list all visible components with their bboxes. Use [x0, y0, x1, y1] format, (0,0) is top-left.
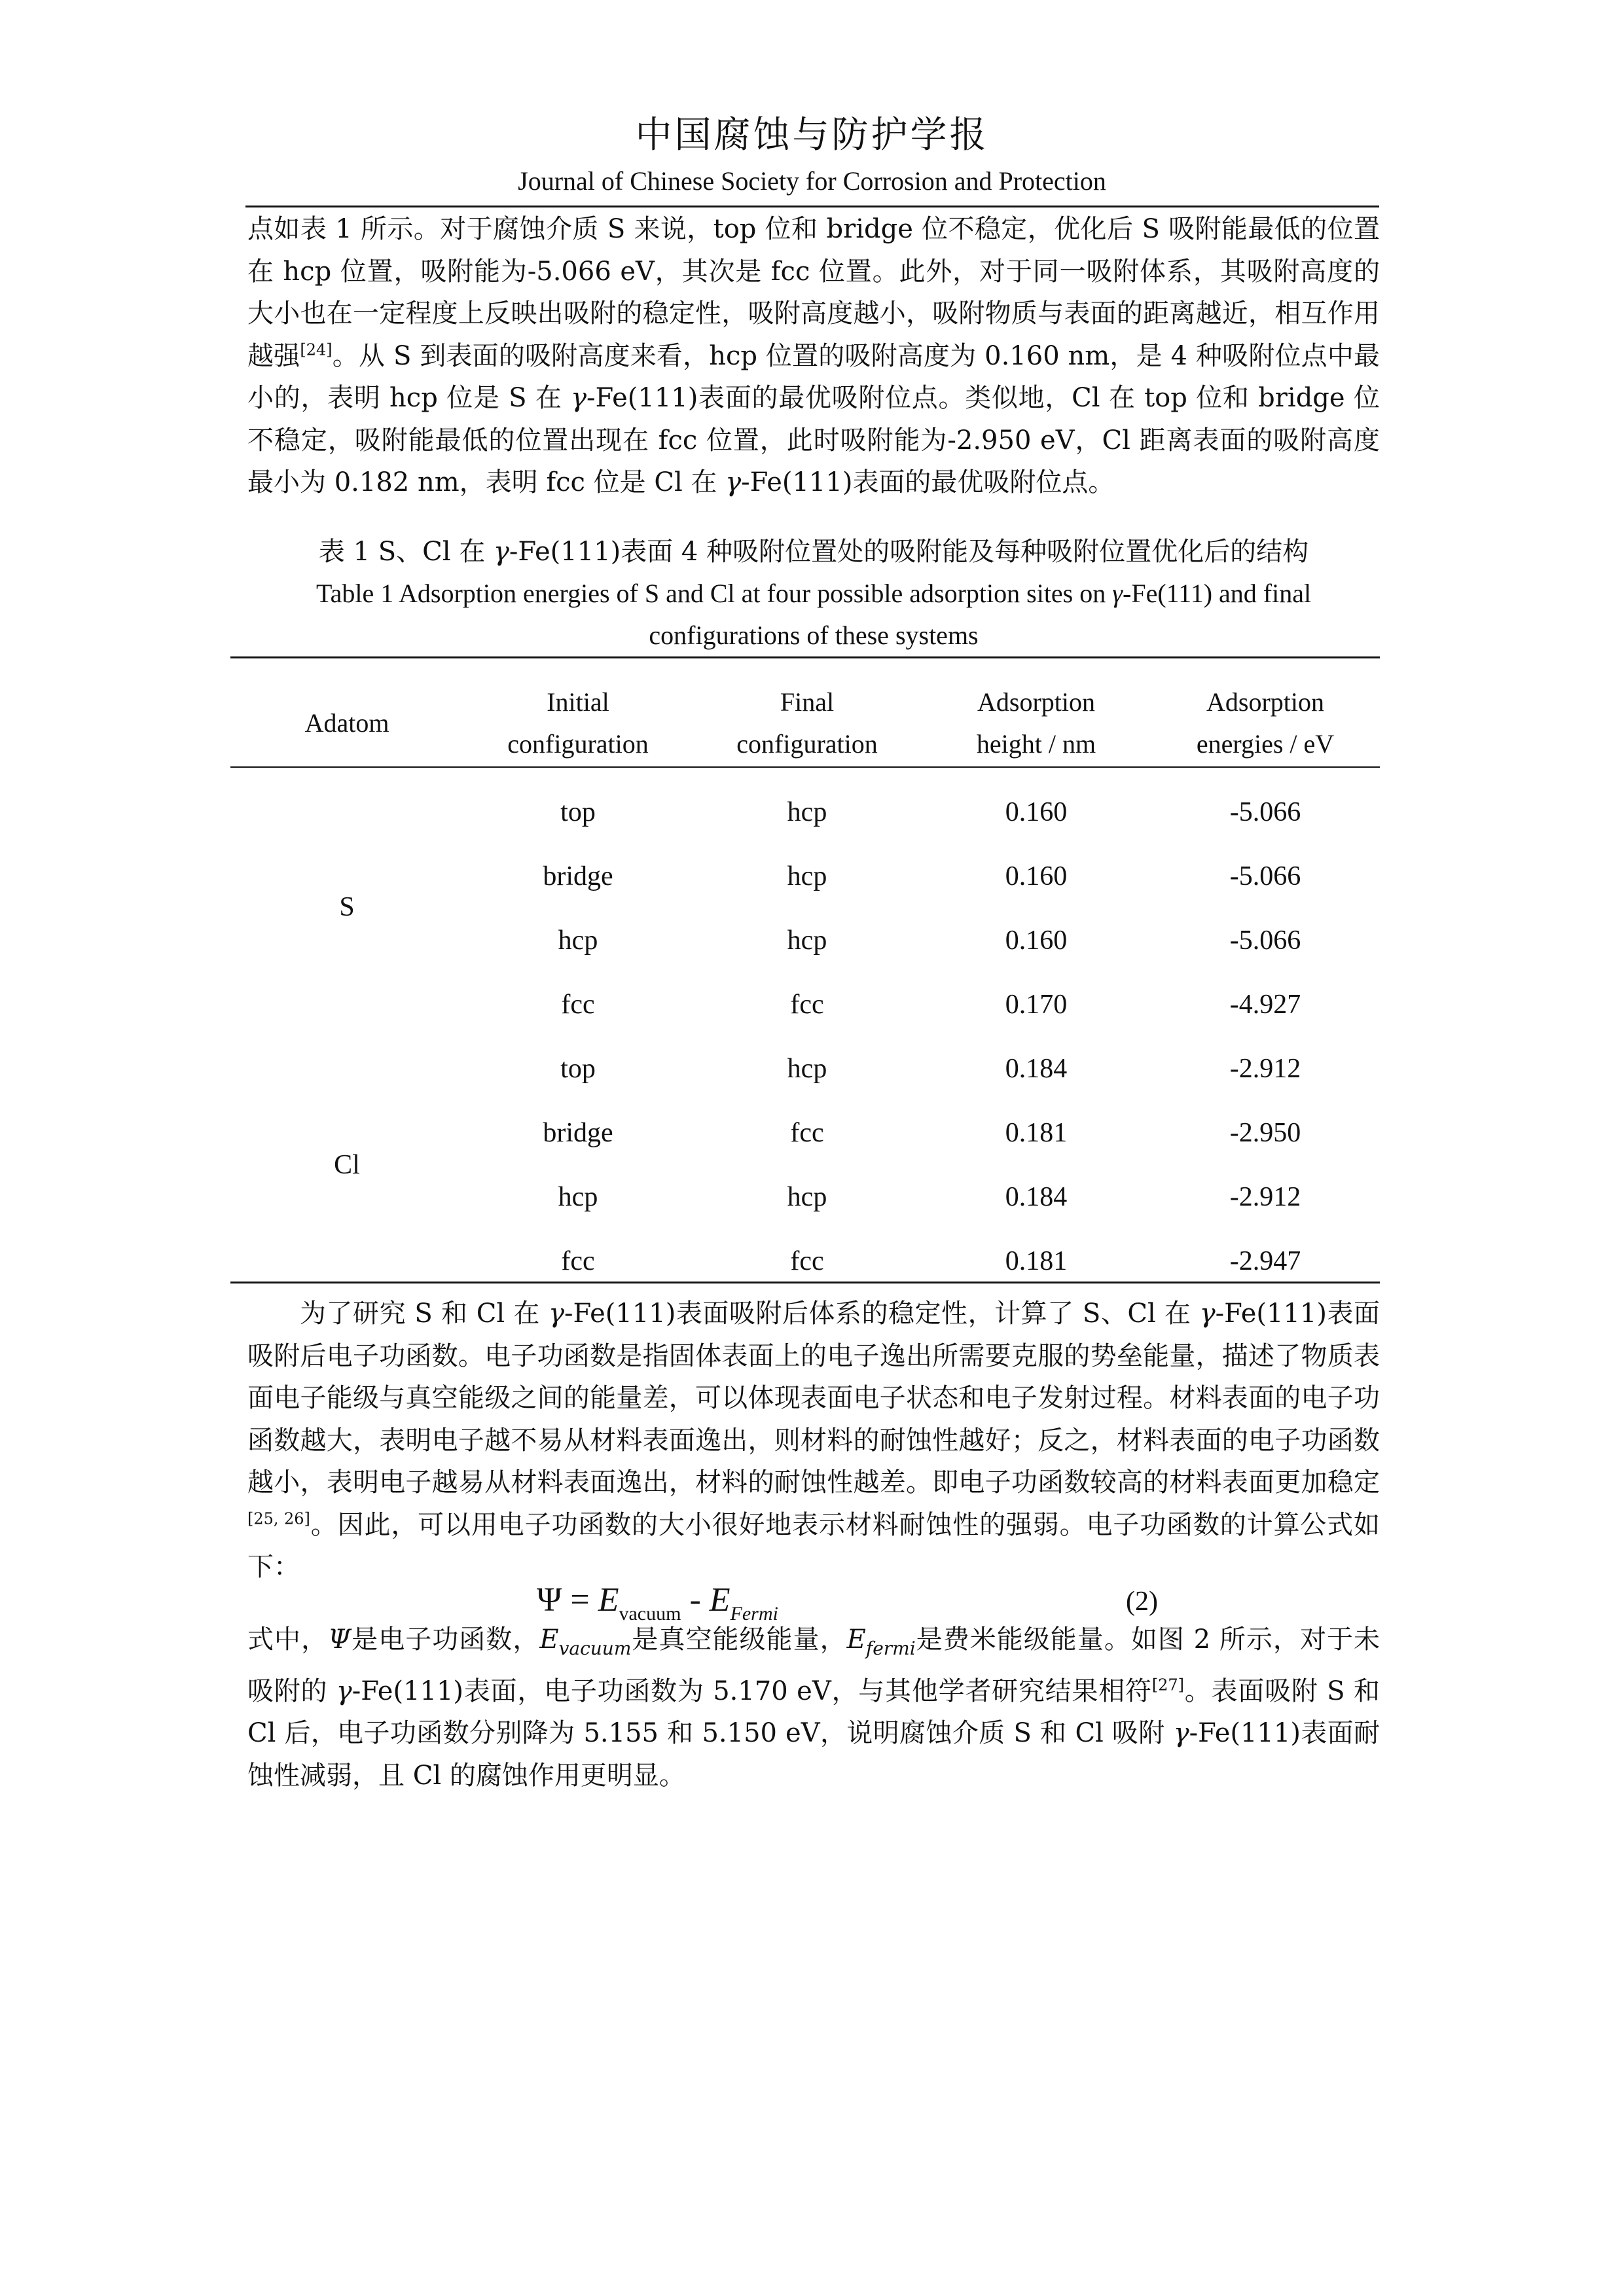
cell-energy: -4.927 [1229, 990, 1301, 1020]
group-label-cl: Cl [334, 1150, 360, 1180]
journal-title-cn: 中国腐蚀与防护学报 [635, 114, 989, 156]
cell-energy: -2.912 [1229, 1054, 1301, 1084]
cell-final: hcp [787, 925, 827, 956]
cell-height: 0.184 [1005, 1054, 1068, 1084]
table-caption-cn: 表 1 S、Cl 在 γ-Fe(111)表面 4 种吸附位置处的吸附能及每种吸附位置优化后的结构 [318, 537, 1309, 567]
citation-27[interactable]: [27] [1151, 1676, 1185, 1695]
cell-initial: bridge [543, 861, 613, 891]
group-label-s: S [339, 892, 355, 922]
cell-initial: hcp [558, 1182, 598, 1212]
header-final-configuration: Final configuration [736, 687, 878, 759]
cell-energy: -5.066 [1229, 797, 1301, 827]
cell-energy: -2.912 [1229, 1182, 1301, 1212]
citation-24[interactable]: [24] [300, 340, 333, 359]
equation-number: (2) [1126, 1587, 1158, 1617]
table-top-rule [230, 656, 1380, 658]
cell-height: 0.181 [1005, 1118, 1068, 1148]
cell-final: hcp [787, 797, 827, 827]
cell-height: 0.160 [1005, 797, 1068, 827]
header-rule [245, 206, 1379, 207]
cell-energy: -5.066 [1229, 925, 1301, 956]
cell-final: hcp [787, 1182, 827, 1212]
table-bottom-rule [230, 1282, 1380, 1283]
cell-height: 0.184 [1005, 1182, 1068, 1212]
cell-height: 0.181 [1005, 1246, 1068, 1276]
header-adsorption-height: Adsorption height / nm [976, 687, 1096, 759]
cell-energy: -2.947 [1229, 1246, 1301, 1276]
header-adsorption-energy: Adsorption energies / eV [1196, 687, 1335, 759]
header-initial-configuration: Initial configuration [507, 687, 649, 759]
journal-title-en: Journal of Chinese Society for Corrosion and Protection [518, 166, 1106, 196]
cell-initial: hcp [558, 925, 598, 956]
cell-final: fcc [790, 1246, 824, 1276]
cell-final: fcc [790, 1118, 824, 1148]
cell-height: 0.160 [1005, 861, 1068, 891]
cell-final: fcc [790, 990, 824, 1020]
cell-initial: top [560, 1054, 596, 1084]
body-paragraph-1: 点如表 1 所示。对于腐蚀介质 S 来说，top 位和 bridge 位不稳定，优化后 S 吸附能最低的位置在 hcp 位置，吸附能为-5.066 eV，其次是 fcc 位置。此外，对于同一吸附体系，其吸附高度的大小也在一定程度上反映出吸附的稳定性，吸附高度越小，吸附物质与表面的距离越近，相互作用越强[24]。从 S 到表面的吸附高度来看，hcp 位置的吸附高度为 0.160 nm，是 4 种吸附位点中最小的，表明 hcp 位是 S 在 γ-Fe(111)表面的最优吸附位点。类似地，Cl 在 top 位和 bridge 位不稳定，吸附能最低的位置出现在 fcc 位置，此时吸附能为-2.950 eV，Cl 距离表面的吸附高度最小为 0.182 nm，表明 fcc 位是 Cl 在 γ-Fe(111)表面的最优吸附位点。 [247, 214, 1380, 497]
cell-initial: top [560, 797, 596, 827]
table-caption-en: Table 1 Adsorption energies of S and Cl at four possible adsorption sites on γ-Fe(111) and final configurations of these systems [316, 579, 1312, 650]
cell-energy: -5.066 [1229, 861, 1301, 891]
cell-height: 0.160 [1005, 925, 1068, 956]
cell-height: 0.170 [1005, 990, 1068, 1020]
table-header-rule [230, 766, 1380, 768]
cell-initial: fcc [561, 990, 595, 1020]
cell-initial: bridge [543, 1118, 613, 1148]
cell-energy: -2.950 [1229, 1118, 1301, 1148]
cell-final: hcp [787, 861, 827, 891]
header-adatom: Adatom [304, 708, 389, 738]
cell-initial: fcc [561, 1246, 595, 1276]
cell-final: hcp [787, 1054, 827, 1084]
citation-25-26[interactable]: [25, 26] [247, 1509, 310, 1528]
body-paragraph-3: 式中，Ψ是电子功函数，$E_{vacuum}$是真空能级能量，$E_{fermi}$是费米能级能量。如图 2 所示，对于未吸附的 γ-Fe(111)表面，电子功函数为 5.170 eV，与其他学者研究结果相符[27]。表面吸附 S 和 Cl 后，电子功函数分别降为 5.155 和 5.150 eV，说明腐蚀介质 S 和 Cl 吸附 γ-Fe(111)表面耐蚀性减弱，且 Cl 的腐蚀作用更明显。 [247, 1624, 1380, 1791]
equation-work-function: $\Psi = E_{vacuum} - E_{Fermi}$ [537, 1581, 778, 1624]
body-paragraph-2: 为了研究 S 和 Cl 在 γ-Fe(111)表面吸附后体系的稳定性，计算了 S、Cl 在 γ-Fe(111)表面吸附后电子功函数。电子功函数是指固体表面上的电子逸出所需要克服的势垒能量，描述了物质表面电子能级与真空能级之间的能量差，可以体现表面电子状态和电子发射过程。材料表面的电子功函数越大，表明电子越不易从材料表面逸出，则材料的耐蚀性越好；反之，材料表面的电子功函数越小，表明电子越易从材料表面逸出，材料的耐蚀性越差。即电子功函数较高的材料表面更加稳定[25, 26]。因此，可以用电子功函数的大小很好地表示材料耐蚀性的强弱。电子功函数的计算公式如下： [247, 1299, 1380, 1582]
